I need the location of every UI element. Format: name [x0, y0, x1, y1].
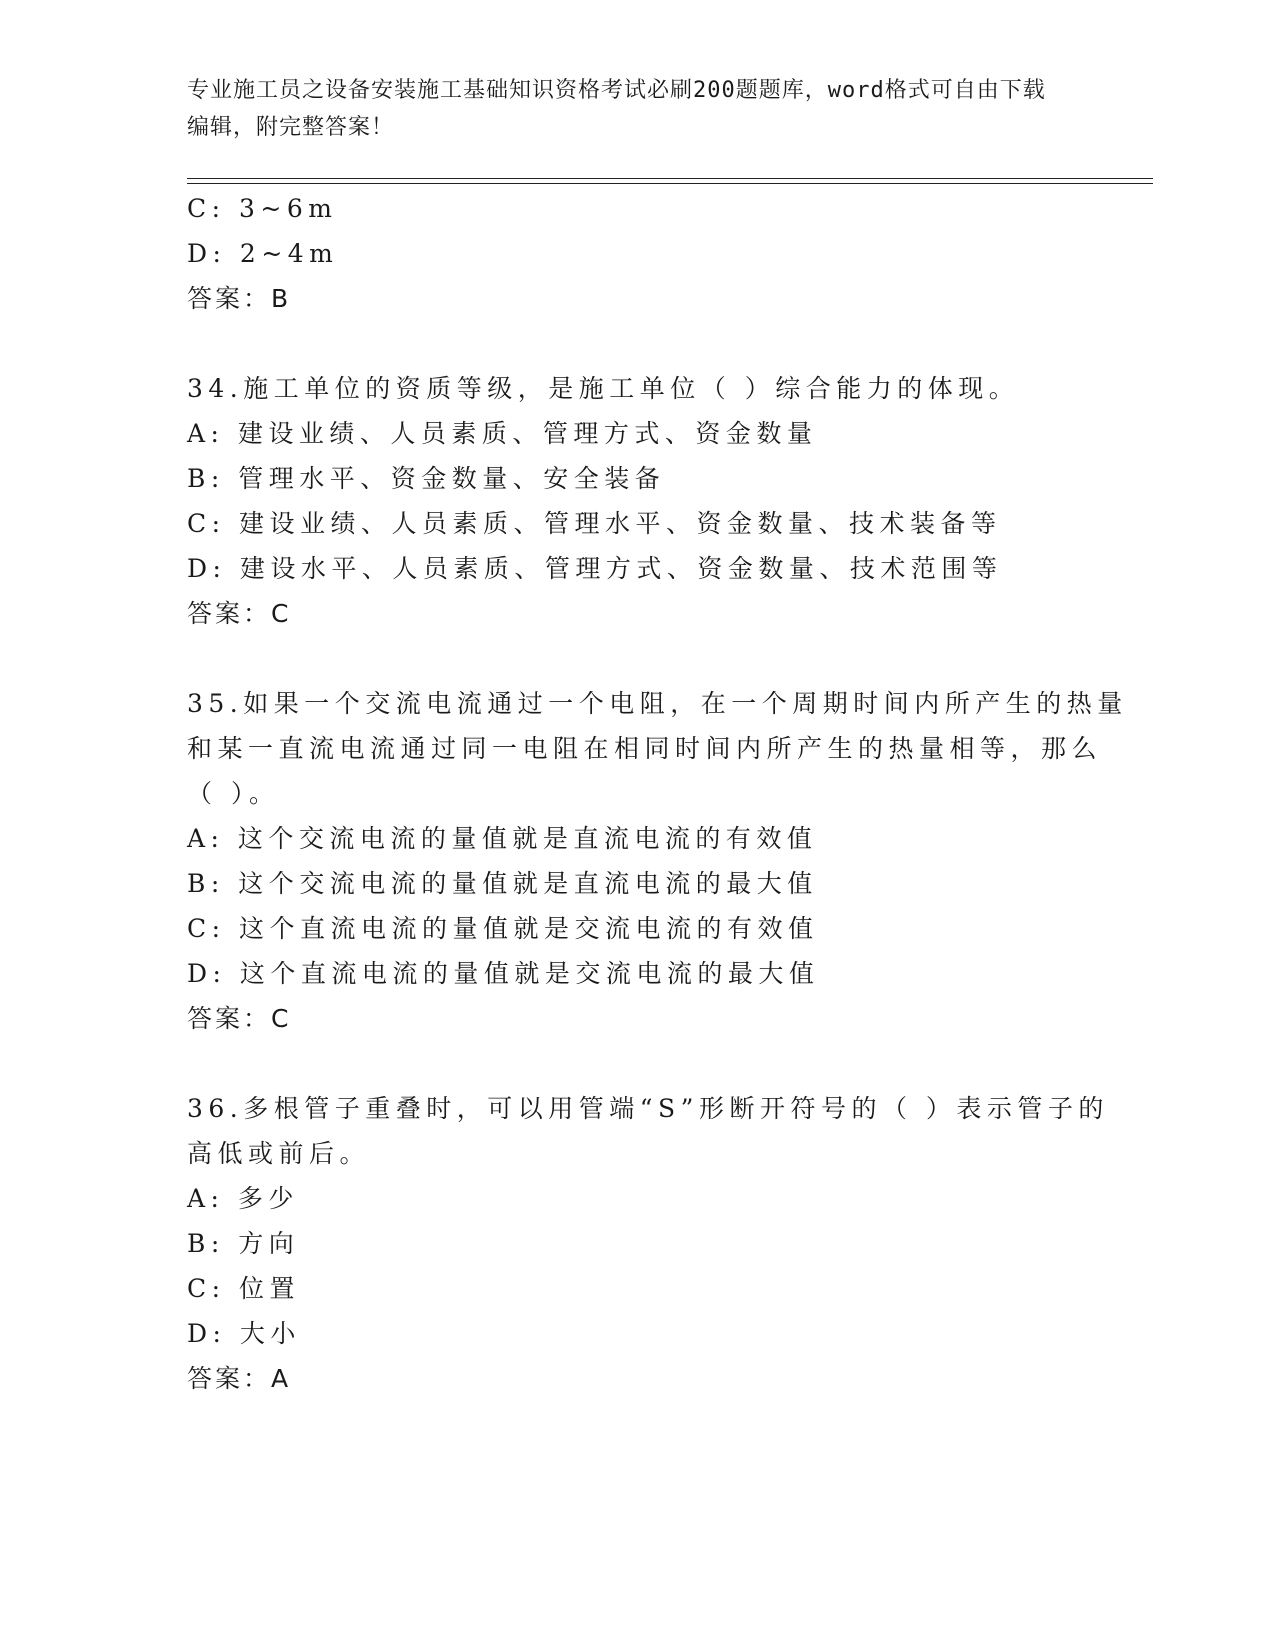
question-36-option-a: A: 多少	[187, 1184, 299, 1213]
header-divider-bottom	[187, 183, 1153, 184]
option-d: D: 2~4m	[187, 239, 339, 268]
question-36-option-b: B: 方向	[187, 1229, 300, 1258]
question-36-stem-line-1: 36.多根管子重叠时，可以用管端“S”形断开符号的（ ）表示管子的	[187, 1094, 1109, 1123]
question-34-option-c: C: 建设业绩、人员素质、管理水平、资金数量、技术装备等	[187, 509, 1002, 538]
question-34-answer: 答案：C	[187, 599, 292, 628]
answer-line: 答案：B	[187, 284, 292, 313]
question-36-answer: 答案：A	[187, 1364, 292, 1393]
question-36-option-c: C: 位置	[187, 1274, 300, 1303]
question-35-stem-line-3: （ ）。	[187, 779, 280, 808]
question-35-stem-line-2: 和某一直流电流通过同一电阻在相同时间内所产生的热量相等，那么	[187, 734, 1103, 763]
question-35-option-d: D: 这个直流电流的量值就是交流电流的最大值	[187, 959, 820, 988]
question-35-answer: 答案：C	[187, 1004, 292, 1033]
question-35-option-b: B: 这个交流电流的量值就是直流电流的最大值	[187, 869, 818, 898]
header-divider-top	[187, 178, 1153, 179]
question-35-option-c: C: 这个直流电流的量值就是交流电流的有效值	[187, 914, 819, 943]
question-34-stem: 34.施工单位的资质等级，是施工单位（ ）综合能力的体现。	[187, 374, 1020, 403]
question-36-option-d: D: 大小	[187, 1319, 301, 1348]
question-35-option-a: A: 这个交流电流的量值就是直流电流的有效值	[187, 824, 818, 853]
question-35-stem-line-1: 35.如果一个交流电流通过一个电阻，在一个周期时间内所产生的热量	[187, 689, 1128, 718]
question-34-option-a: A: 建设业绩、人员素质、管理方式、资金数量	[187, 419, 818, 448]
question-34-option-b: B: 管理水平、资金数量、安全装备	[187, 464, 666, 493]
question-36-stem-line-2: 高低或前后。	[187, 1139, 371, 1168]
document-header: 专业施工员之设备安装施工基础知识资格考试必刷200题题库，word格式可自由下载编辑，附完整答案！	[187, 78, 1046, 140]
option-c: C: 3~6m	[187, 194, 338, 223]
question-34-option-d: D: 建设水平、人员素质、管理方式、资金数量、技术范围等	[187, 554, 1003, 583]
